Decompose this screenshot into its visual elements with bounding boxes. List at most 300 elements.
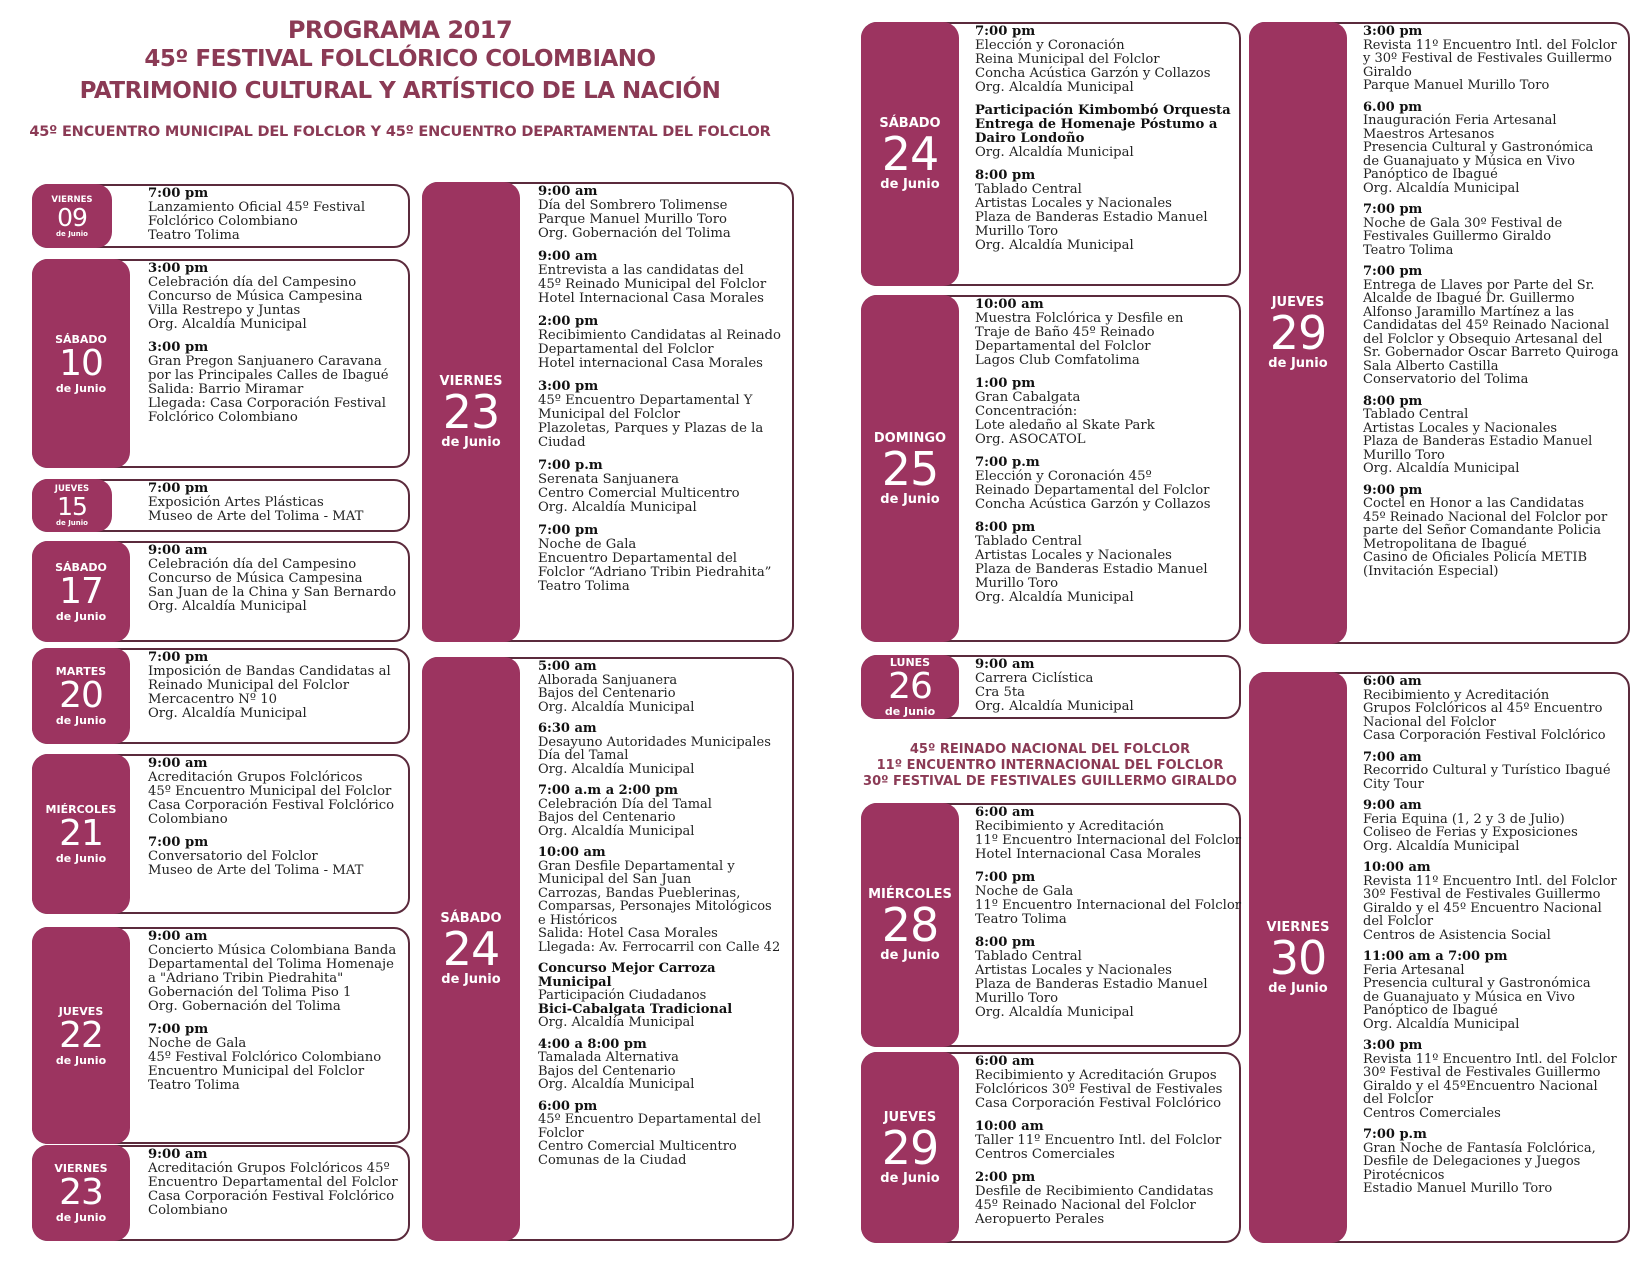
event-detail: Colombiano	[148, 812, 228, 827]
event-detail: Folclórico Colombiano	[148, 214, 298, 229]
day-card	[32, 927, 410, 1144]
event-detail: Museo de Arte del Tolima - MAT	[148, 509, 364, 524]
event-time: Participación Kimbombó Orquesta	[975, 103, 1231, 118]
event-item	[538, 1038, 786, 1092]
month-label: de Junio	[56, 519, 88, 527]
event-detail: Desfile de Delegaciones y Juegos	[1363, 1154, 1581, 1169]
weekday-label: JUEVES	[58, 1004, 104, 1018]
event-item	[148, 757, 402, 827]
event-detail: Folclor	[538, 1125, 584, 1141]
event-time: 5:00 am	[538, 659, 597, 674]
event-detail: Conservatorio del Tolima	[1363, 372, 1529, 387]
weekday-label: SÁBADO	[440, 911, 502, 926]
event-detail: Tablado Central	[975, 534, 1082, 549]
event-item	[538, 524, 786, 594]
event-detail: e Históricos	[538, 912, 618, 928]
event-item	[148, 930, 402, 1014]
event-detail: Giraldo	[1363, 64, 1412, 80]
event-time: 10:00 am	[1363, 860, 1431, 875]
event-time: 7:00 pm	[148, 186, 209, 201]
event-item	[975, 870, 1242, 927]
event-detail: Alborada Sanjuanera	[538, 672, 678, 688]
month-label: de Junio	[441, 435, 501, 450]
event-detail: Centro Comercial Multicentro	[538, 1139, 737, 1154]
event-detail: Plaza de Banderas Estadio Manuel	[1363, 434, 1593, 449]
event-item	[538, 380, 786, 450]
event-time: 7:00 pm	[975, 24, 1036, 39]
event-time: 9:00 am	[148, 1147, 208, 1162]
event-detail: Org. Alcaldía Municipal	[538, 823, 695, 839]
event-time: 9:00 am	[148, 756, 208, 771]
event-time: 7:00 pm	[148, 835, 209, 850]
event-detail: Celebración día del Campesino	[148, 557, 357, 572]
month-label: de Junio	[55, 714, 107, 727]
event-item	[975, 1171, 1233, 1227]
event-item	[975, 1120, 1233, 1162]
event-detail: Elección y Coronación	[975, 38, 1125, 53]
event-time: 9:00 am	[148, 929, 208, 944]
event-detail: Carrera Ciclística	[975, 671, 1094, 686]
event-time: 7:00 pm	[1363, 264, 1423, 279]
event-detail: y 30º Festival de Festivales Guillermo	[1363, 51, 1612, 66]
event-item	[148, 836, 402, 878]
event-detail: Bajos del Centenario	[538, 1063, 676, 1079]
event-detail: Feria Equina (1, 2 y 3 de Julio)	[1363, 811, 1565, 827]
day-number: 24	[881, 127, 939, 181]
month-label: de Junio	[56, 229, 88, 238]
event-detail: Concurso de Música Campesina	[148, 571, 363, 586]
event-detail: Feria Artesanal	[1363, 962, 1465, 978]
weekday-label: LUNES	[889, 656, 931, 669]
event-detail: Sala Alberto Castilla	[1363, 358, 1499, 374]
event-detail: Salida: Hotel Casa Morales	[538, 926, 718, 941]
event-highlight: Dairo Londoño	[975, 131, 1085, 146]
event-time: 3:00 pm	[148, 261, 209, 276]
day-card	[422, 182, 794, 642]
event-time: 7:00 p.m	[538, 458, 603, 473]
month-label: de Junio	[55, 852, 107, 865]
event-detail: Org. Alcaldía Municipal	[538, 1015, 695, 1030]
event-detail: Teatro Tolima	[975, 912, 1067, 927]
event-detail: Hotel Internacional Casa Morales	[975, 847, 1201, 862]
event-list	[148, 482, 402, 533]
event-detail: Noche de Gala	[975, 884, 1074, 899]
event-item	[1363, 799, 1622, 853]
weekday-label: VIERNES	[54, 1162, 108, 1175]
event-detail: 45º Reinado Nacional del Folclor	[975, 1198, 1196, 1213]
event-detail: Panóptico de Ibagué	[1363, 167, 1498, 182]
event-detail: Recibimiento Candidatas al Reinado	[538, 328, 781, 343]
event-item	[538, 459, 786, 515]
event-detail: Salida: Barrio Miramar	[148, 382, 304, 397]
event-detail: Casa Corporación Festival Folclórico	[1363, 728, 1606, 743]
weekday-label: MIÉRCOLES	[45, 803, 117, 816]
event-detail: Casa Corporación Festival Folclórico	[148, 1189, 395, 1204]
event-detail: por las Principales Calles de Ibagué	[148, 368, 389, 383]
event-time: 9:00 am	[538, 184, 598, 199]
date-tab	[1249, 22, 1347, 644]
event-item	[975, 298, 1233, 368]
event-detail: Artistas Locales y Nacionales	[975, 963, 1172, 978]
event-detail: Artistas Locales y Nacionales	[1363, 420, 1558, 436]
event-detail: 45º Encuentro Departamental Y	[538, 393, 753, 408]
event-detail: 45º Reinado Municipal del Folclor	[538, 277, 767, 292]
event-detail: Taller 11º Encuentro Intl. del Folclor	[975, 1133, 1222, 1148]
day-number: 23	[442, 385, 500, 439]
event-item	[975, 377, 1233, 447]
event-detail: Org. Alcaldía Municipal	[148, 599, 307, 614]
event-time: 6:00 am	[975, 1054, 1035, 1069]
month-label: de Junio	[55, 381, 107, 395]
event-detail: Grupos Folclóricos al 45º Encuentro	[1363, 701, 1603, 716]
event-time: 6:30 am	[538, 721, 597, 736]
event-item	[1363, 484, 1622, 579]
event-time: 11:00 am a 7:00 pm	[1363, 949, 1508, 964]
event-detail: Comunas de la Ciudad	[538, 1152, 687, 1168]
event-item	[538, 185, 786, 241]
event-detail: Muestra Folclórica y Desfile en	[975, 311, 1184, 326]
event-item	[148, 262, 402, 332]
day-number: 29	[881, 1120, 939, 1175]
event-item	[1363, 861, 1622, 942]
event-list	[148, 262, 402, 434]
event-detail: Panóptico de Ibagué	[1363, 1003, 1498, 1018]
event-item	[148, 341, 402, 425]
event-detail: Participación Ciudadanos	[538, 988, 707, 1003]
event-detail: Centro Comercial Multicentro	[538, 486, 740, 501]
event-detail: 45º Reinado Nacional del Folclor por	[1363, 509, 1608, 525]
event-item	[1363, 265, 1622, 387]
event-item	[975, 658, 1233, 714]
date-tab	[422, 657, 520, 1241]
event-detail: del Folclor	[1363, 1092, 1434, 1107]
event-detail: Departamental del Folclor	[538, 342, 714, 357]
month-label: de Junio	[880, 948, 940, 963]
event-detail: Estadio Manuel Murillo Toro	[1363, 1181, 1553, 1196]
event-time: 7:00 pm	[148, 1022, 209, 1037]
day-number: 21	[59, 813, 103, 854]
day-number: 22	[59, 1014, 103, 1056]
day-number: 28	[881, 898, 939, 952]
date-tab	[861, 22, 959, 286]
event-list	[148, 1148, 402, 1227]
event-detail: Gran Noche de Fantasía Folclórica,	[1363, 1140, 1596, 1156]
event-detail: Noche de Gala 30º Festival de	[1363, 215, 1563, 231]
weekday-label: MIÉRCOLES	[868, 887, 952, 902]
event-time: 3:00 pm	[1363, 24, 1423, 39]
event-detail: Lagos Club Comfatolima	[975, 353, 1140, 368]
event-item	[148, 651, 402, 721]
event-detail: Inauguración Feria Artesanal	[1363, 113, 1557, 128]
event-time: 8:00 pm	[975, 935, 1036, 950]
event-detail: Alfonso Jaramillo Martínez a las	[1363, 304, 1575, 320]
event-detail: Recibimiento y Acreditación	[975, 819, 1164, 834]
event-detail: Folclórico Colombiano	[148, 410, 298, 425]
date-tab	[32, 1145, 130, 1241]
event-item	[148, 187, 402, 243]
day-card	[861, 803, 1241, 1047]
event-detail: Revista 11º Encuentro Intl. del Folclor	[1363, 873, 1617, 889]
event-detail: Acreditación Grupos Folclóricos	[148, 770, 363, 785]
event-list	[538, 185, 786, 603]
event-list	[975, 805, 1242, 1029]
event-detail: Metropolitana de Ibagué	[1363, 536, 1527, 552]
weekday-label: JUEVES	[883, 1109, 937, 1125]
day-number: 30	[1269, 930, 1327, 985]
weekday-label: SÁBADO	[55, 332, 107, 346]
month-label: de Junio	[880, 1170, 940, 1186]
date-tab	[861, 803, 959, 1047]
event-item	[1363, 203, 1622, 257]
day-card	[861, 22, 1241, 286]
event-detail: Org. Alcaldía Municipal	[975, 590, 1134, 605]
event-detail: parte del Señor Comandante Policia	[1363, 523, 1602, 538]
event-detail: Llegada: Av. Ferrocarril con Calle 42	[538, 939, 781, 955]
month-label: de Junio	[55, 609, 107, 623]
event-detail: Pirotécnicos	[1363, 1167, 1445, 1183]
event-time: 6.00 pm	[1363, 99, 1423, 115]
event-detail: Parque Manuel Murillo Toro	[1363, 78, 1550, 93]
event-detail: Hotel Internacional Casa Morales	[538, 291, 764, 306]
event-detail: 11º Encuentro Internacional del Folclor	[975, 833, 1242, 848]
event-item	[1363, 1128, 1622, 1196]
event-item	[148, 544, 402, 614]
month-label: de Junio	[880, 177, 940, 192]
event-detail: Concentración:	[975, 404, 1078, 419]
event-item	[975, 521, 1233, 605]
event-highlight: Entrega de Homenaje Póstumo a	[975, 117, 1218, 132]
event-detail: Murillo Toro	[975, 991, 1059, 1006]
date-tab	[422, 182, 520, 642]
day-card	[422, 657, 794, 1241]
event-detail: Parque Manuel Murillo Toro	[538, 212, 727, 227]
event-detail: Departamental del Folclor	[975, 339, 1151, 354]
event-time: 8:00 pm	[975, 168, 1036, 183]
event-detail: Org. Gobernación del Tolima	[538, 226, 731, 241]
event-detail: City Tour	[1363, 776, 1424, 792]
event-time: 7:00 p.m	[1363, 1127, 1427, 1142]
event-time: 7:00 p.m	[975, 455, 1040, 470]
event-time: 9:00 am	[148, 543, 208, 558]
event-time: 9:00 am	[538, 249, 598, 264]
event-detail: Lanzamiento Oficial 45º Festival	[148, 200, 366, 215]
event-detail: Tablado Central	[1363, 407, 1469, 422]
day-card	[32, 259, 410, 468]
event-item	[1363, 395, 1622, 476]
event-detail: Gobernación del Tolima Piso 1	[148, 985, 352, 1000]
event-detail: 45º Encuentro Municipal del Folclor	[148, 784, 392, 799]
event-list	[975, 658, 1233, 723]
day-card	[1249, 22, 1630, 644]
event-detail: Org. Alcaldía Municipal	[1363, 180, 1520, 196]
event-time: 6:00 pm	[538, 1098, 598, 1114]
event-detail: Recibimiento y Acreditación Grupos	[975, 1068, 1217, 1083]
event-detail: del Folclor	[1363, 914, 1434, 929]
event-detail: Concha Acústica Garzón y Collazos	[975, 497, 1211, 512]
day-number: 10	[59, 342, 103, 384]
event-detail: Presencia Cultural y Gastronómica	[1363, 140, 1594, 155]
event-list	[538, 660, 786, 1175]
weekday-label: JUEVES	[54, 484, 90, 494]
event-detail: Concurso de Música Campesina	[148, 289, 363, 304]
event-detail: 45º Festival Folclórico Colombiano	[148, 1050, 382, 1065]
event-detail: Org. Alcaldía Municipal	[1363, 1016, 1520, 1032]
event-detail: Murillo Toro	[975, 576, 1059, 591]
day-card	[861, 295, 1241, 642]
event-detail: Día del Sombrero Tolimense	[538, 198, 728, 213]
event-item	[1363, 751, 1622, 792]
event-list	[1363, 675, 1622, 1204]
day-number: 24	[442, 922, 500, 976]
event-detail: Org. Alcaldía Municipal	[148, 706, 307, 721]
weekday-label: JUEVES	[1271, 295, 1325, 310]
month-label: de Junio	[441, 972, 501, 987]
event-detail: (Invitación Especial)	[1363, 563, 1499, 579]
event-detail: Concha Acústica Garzón y Collazos	[975, 66, 1211, 81]
day-card	[861, 655, 1241, 719]
event-detail: de Guanajuato y Música en Vivo	[1363, 153, 1575, 169]
date-tab	[861, 1052, 959, 1243]
day-number: 23	[59, 1172, 103, 1213]
event-item	[148, 1023, 402, 1093]
event-list	[148, 757, 402, 887]
event-list	[975, 1055, 1233, 1236]
event-item	[1363, 25, 1622, 93]
event-detail: Exposición Artes Plásticas	[148, 495, 324, 510]
event-detail: Org. Alcaldía Municipal	[538, 761, 695, 777]
event-time: 3:00 pm	[148, 340, 209, 355]
event-detail: Gran Pregon Sanjuanero Caravana	[148, 354, 382, 369]
encuentro-subtitle: 45º ENCUENTRO MUNICIPAL DEL FOLCLOR Y 45º ENCUENTRO DEPARTAMENTAL DEL FOLCLOR	[29, 124, 771, 140]
event-detail: Traje de Baño 45º Reinado	[975, 325, 1155, 340]
event-detail: Bajos del Centenario	[538, 686, 676, 701]
event-detail: Casino de Oficiales Policía METIB	[1363, 550, 1588, 565]
event-detail: Org. Alcaldía Municipal	[975, 145, 1134, 160]
festival-title: 45º FESTIVAL FOLCLÓRICO COLOMBIANO	[144, 46, 656, 72]
date-tab	[1249, 672, 1347, 1243]
event-detail: Org. Alcaldía Municipal	[975, 80, 1134, 95]
event-detail: Org. Alcaldía Municipal	[538, 1077, 695, 1092]
event-time: 7:00 pm	[148, 481, 209, 496]
event-item	[538, 846, 786, 954]
event-item	[1363, 950, 1622, 1031]
event-time: 2:00 pm	[538, 314, 599, 329]
event-item	[148, 1148, 402, 1218]
event-time: 9:00 am	[975, 657, 1035, 672]
event-detail: Departamental del Tolima Homenaje	[148, 957, 394, 972]
month-label: de Junio	[1268, 356, 1328, 371]
event-highlight: Bici-Cabalgata Tradicional	[538, 1001, 733, 1017]
event-detail: Giraldo y el 45ºEncuentro Nacional	[1363, 1078, 1598, 1094]
event-detail: Tablado Central	[975, 182, 1082, 197]
event-time: 7:00 pm	[538, 523, 599, 538]
day-card	[32, 754, 410, 914]
nacional-header	[860, 742, 1240, 790]
event-detail: Plazoletas, Parques y Plazas de la	[538, 421, 764, 436]
day-number: 29	[1269, 306, 1327, 360]
event-detail: Teatro Tolima	[1363, 242, 1454, 258]
event-detail: Celebración Día del Tamal	[538, 796, 712, 812]
event-detail: 11º Encuentro Internacional del Folclor	[975, 898, 1242, 913]
event-item	[1363, 1039, 1622, 1120]
event-detail: Conversatorio del Folclor	[148, 849, 318, 864]
event-detail: Recibimiento y Acreditación	[1363, 687, 1550, 703]
event-detail: Candidatas del 45º Reinado Nacional	[1363, 318, 1610, 333]
event-time: 10:00 am	[975, 297, 1044, 312]
event-detail: Noche de Gala	[538, 537, 637, 552]
date-tab	[32, 927, 130, 1144]
day-card	[32, 184, 410, 248]
event-detail: Serenata Sanjuanera	[538, 472, 679, 487]
event-detail: Lote aledaño al Skate Park	[975, 418, 1155, 433]
event-item	[975, 456, 1233, 512]
event-detail: Cra 5ta	[975, 685, 1026, 700]
event-detail: Encuentro Departamental del Folclor	[148, 1175, 398, 1190]
event-item	[538, 722, 786, 776]
day-number: 26	[888, 666, 932, 707]
event-detail: Gran Cabalgata	[975, 390, 1081, 405]
heritage-title: PATRIMONIO CULTURAL Y ARTÍSTICO DE LA NACIÓN	[79, 78, 721, 104]
event-detail: Comparsas, Personajes Mitológicos	[538, 899, 772, 914]
nacional-header-line2: 11º ENCUENTRO INTERNACIONAL DEL FOLCLOR	[876, 758, 1224, 773]
event-detail: Nacional del Folclor	[1363, 714, 1496, 730]
event-detail: de Guanajuato y Música en Vivo	[1363, 989, 1575, 1005]
event-detail: Sr. Gobernador Oscar Barreto Quiroga	[1363, 345, 1619, 360]
weekday-label: DOMINGO	[873, 430, 947, 446]
event-detail: Ciudad	[538, 435, 586, 450]
day-card	[861, 1052, 1241, 1243]
event-item	[975, 25, 1233, 95]
event-item	[538, 250, 786, 306]
day-card	[32, 541, 410, 642]
event-detail: Acreditación Grupos Folclóricos 45º	[148, 1161, 390, 1176]
event-detail: Plaza de Banderas Estadio Manuel	[975, 562, 1208, 577]
event-detail: Plaza de Banderas Estadio Manuel	[975, 210, 1208, 225]
event-time: 1:00 pm	[975, 376, 1036, 391]
event-time: 3:00 pm	[538, 379, 599, 394]
event-item	[538, 315, 786, 371]
event-detail: Encuentro Departamental del	[538, 551, 738, 566]
event-detail: Casa Corporación Festival Folclórico	[148, 798, 395, 813]
event-time: 7:00 pm	[975, 870, 1036, 885]
event-detail: Org. Alcaldía Municipal	[975, 699, 1134, 714]
month-label: de Junio	[880, 491, 940, 507]
weekday-label: SÁBADO	[55, 560, 107, 574]
event-detail: Org. Alcaldía Municipal	[538, 699, 695, 715]
event-detail: Desayuno Autoridades Municipales	[538, 734, 771, 750]
weekday-label: VIERNES	[439, 374, 503, 389]
event-detail: Org. Gobernación del Tolima	[148, 999, 341, 1014]
event-detail: Celebración día del Campesino	[148, 275, 357, 290]
event-item	[538, 962, 786, 1030]
event-detail: Alcalde de Ibagué Dr. Guillermo	[1363, 291, 1575, 306]
event-detail: Día del Tamal	[538, 748, 629, 763]
event-detail: Desfile de Recibimiento Candidatas	[975, 1184, 1214, 1199]
event-detail: Centros Comerciales	[975, 1147, 1115, 1162]
event-item	[1363, 675, 1622, 743]
event-detail: 45º Encuentro Departamental del	[538, 1112, 761, 1127]
day-number: 25	[881, 441, 939, 496]
event-detail: Artistas Locales y Nacionales	[975, 196, 1172, 211]
day-card	[32, 648, 410, 744]
event-detail: Folclor “Adriano Tribin Piedrahita”	[538, 565, 772, 580]
event-time: 6:00 am	[975, 805, 1035, 820]
event-item	[538, 660, 786, 714]
event-time: 6:00 am	[1363, 674, 1422, 689]
event-time: 4:00 a 8:00 pm	[538, 1036, 647, 1052]
event-detail: Reinado Departamental del Folclor	[975, 483, 1210, 498]
event-time: 8:00 pm	[1363, 393, 1423, 409]
